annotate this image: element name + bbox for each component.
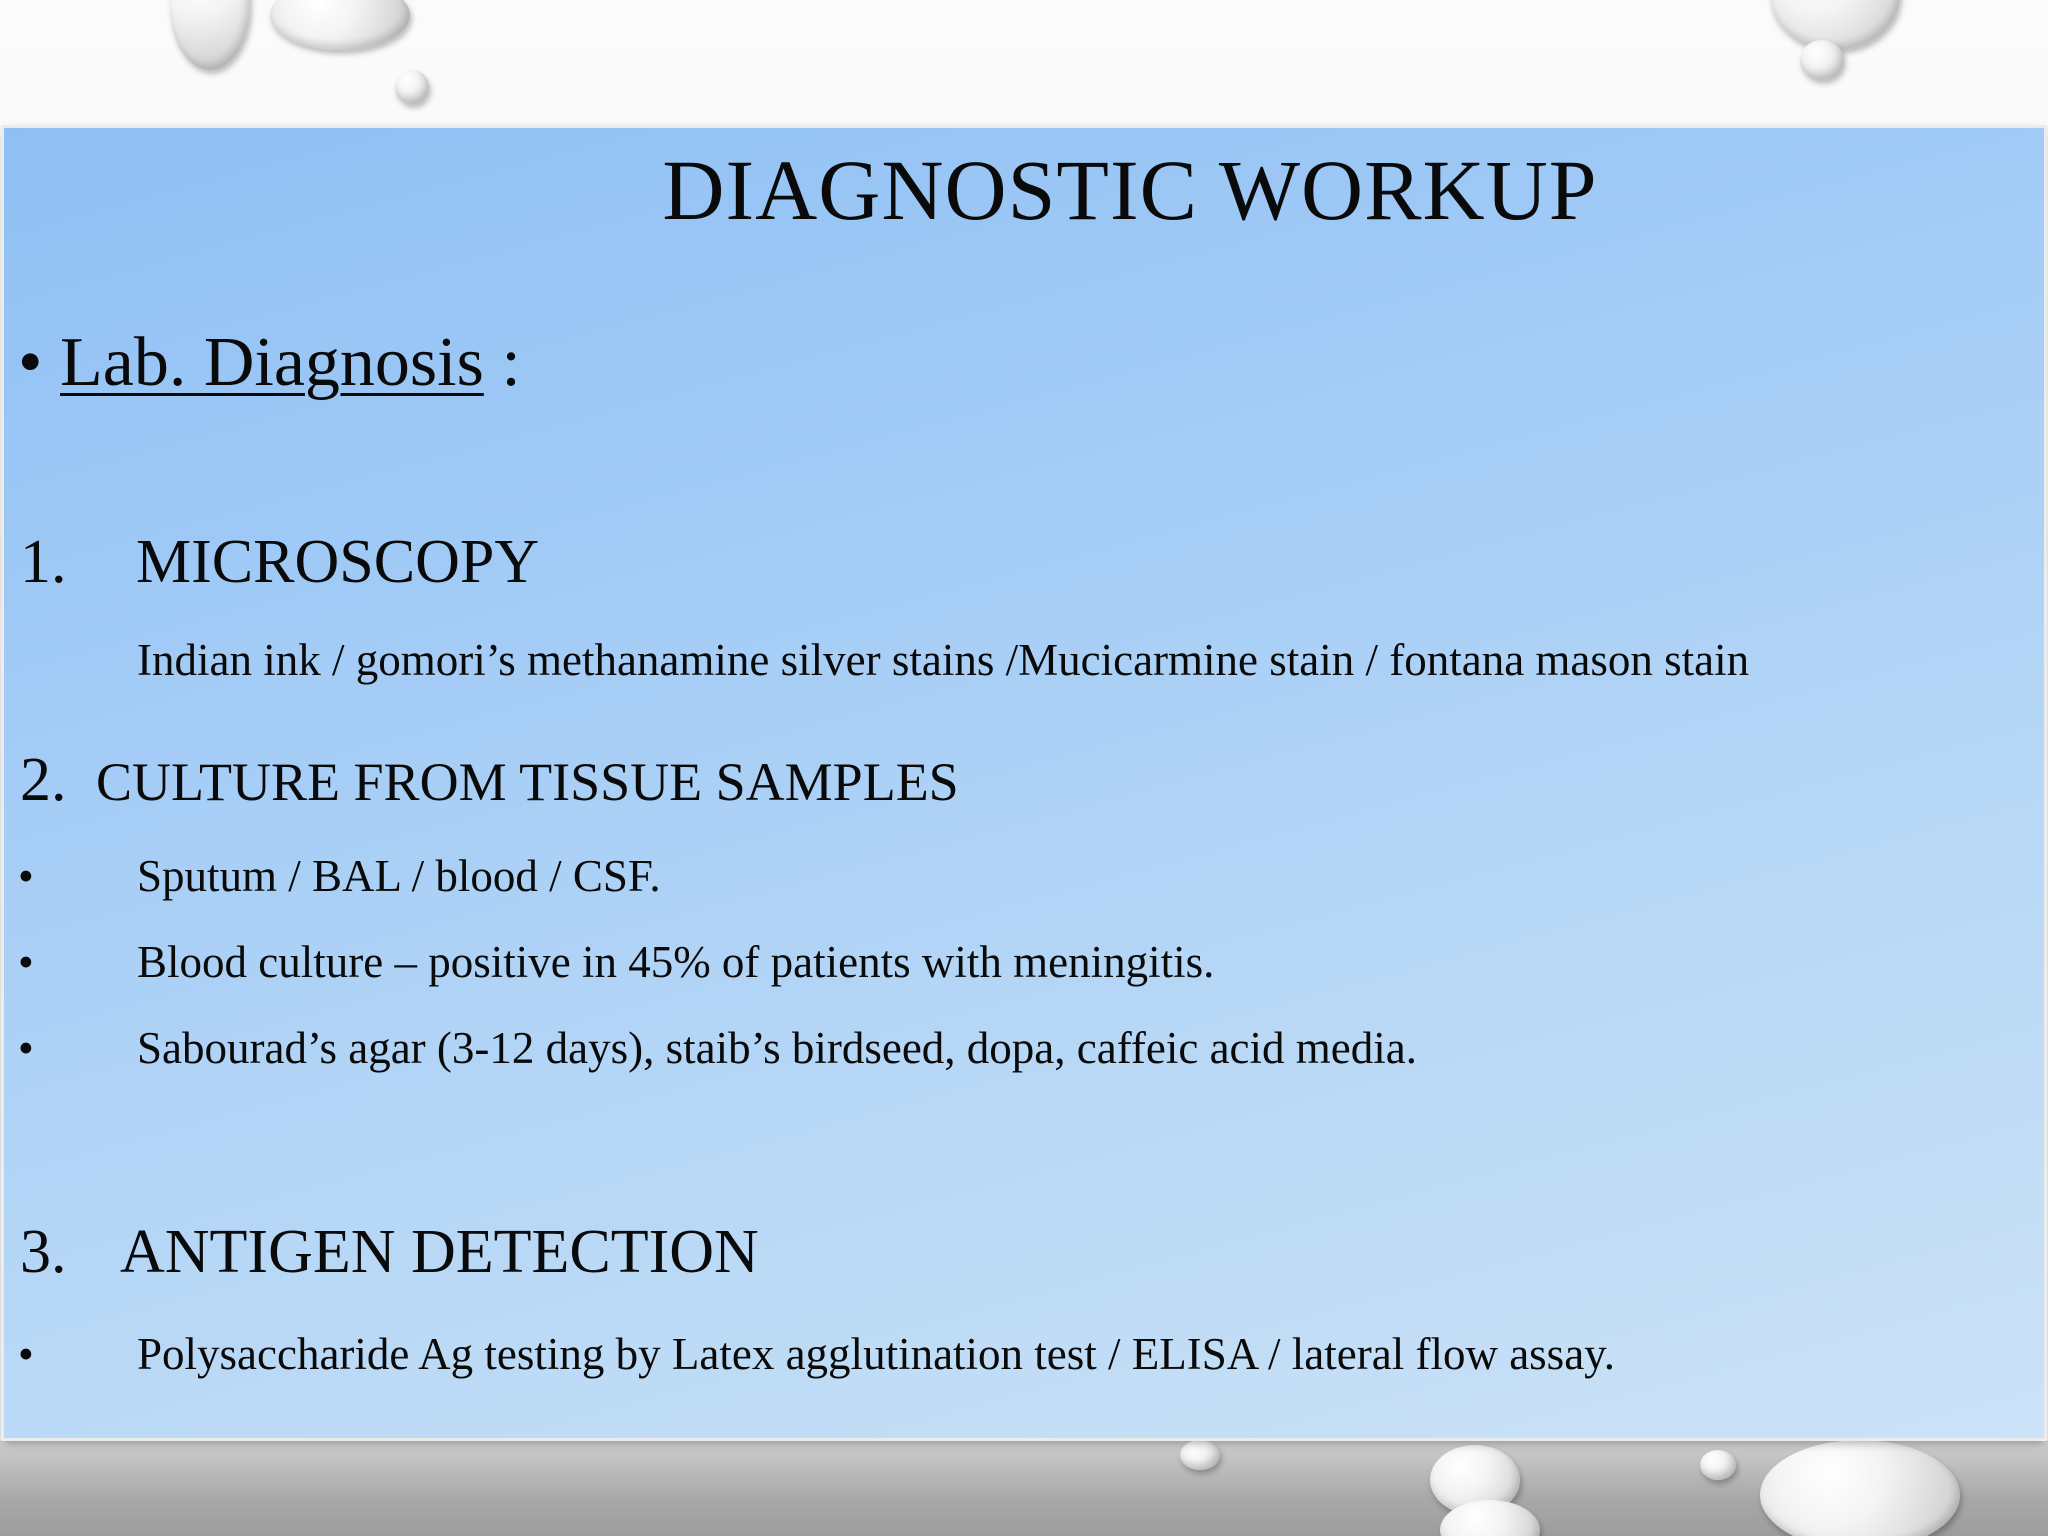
- section-heading-antigen: [20, 1212, 759, 1292]
- section-number: 1.: [20, 528, 67, 596]
- microscopy-description: Indian ink / gomori’s methanamine silver stains /Mucicarmine stain / fontana mason stain: [137, 635, 1750, 685]
- water-drop-decoration: [170, 0, 250, 70]
- bullet-symbol: •: [18, 324, 43, 401]
- water-drop-decoration: [1180, 1440, 1220, 1470]
- bullet-symbol: •: [18, 1329, 34, 1379]
- culture-bullet-item: Sabourad’s agar (3-12 days), staib’s birdseed, dopa, caffeic acid media.: [137, 1023, 1417, 1073]
- section-title: ANTIGEN DETECTION: [120, 1218, 759, 1286]
- slide-title: DIAGNOSTIC WORKUP: [662, 142, 1598, 238]
- section-title: CULTURE FROM TISSUE SAMPLES: [96, 752, 959, 812]
- bullet-symbol: •: [18, 851, 34, 901]
- culture-bullet-item: Sputum / BAL / blood / CSF.: [137, 851, 661, 901]
- section-number: 2.: [20, 746, 67, 814]
- section-number: 3.: [20, 1218, 67, 1286]
- section-title: MICROSCOPY: [136, 528, 540, 596]
- section-heading-microscopy: [20, 522, 539, 602]
- water-drop-decoration: [1800, 40, 1844, 80]
- bottom-band: [0, 1440, 2048, 1536]
- water-drop-decoration: [1770, 0, 1900, 50]
- culture-bullet-item: Blood culture – positive in 45% of patients with meningitis.: [137, 937, 1215, 987]
- section-heading-culture: [20, 742, 959, 834]
- bullet-symbol: •: [18, 1023, 34, 1073]
- water-drop-decoration: [1700, 1450, 1736, 1480]
- antigen-bullet-item: Polysaccharide Ag testing by Latex agglutination test / ELISA / lateral flow assay.: [137, 1329, 1615, 1379]
- lab-diagnosis-heading: [18, 318, 521, 408]
- water-drop-decoration: [395, 70, 429, 104]
- bullet-symbol: •: [18, 937, 34, 987]
- lab-diagnosis-label: Lab. Diagnosis: [60, 324, 484, 401]
- water-drop-decoration: [270, 0, 410, 50]
- lab-diagnosis-colon: :: [483, 324, 521, 401]
